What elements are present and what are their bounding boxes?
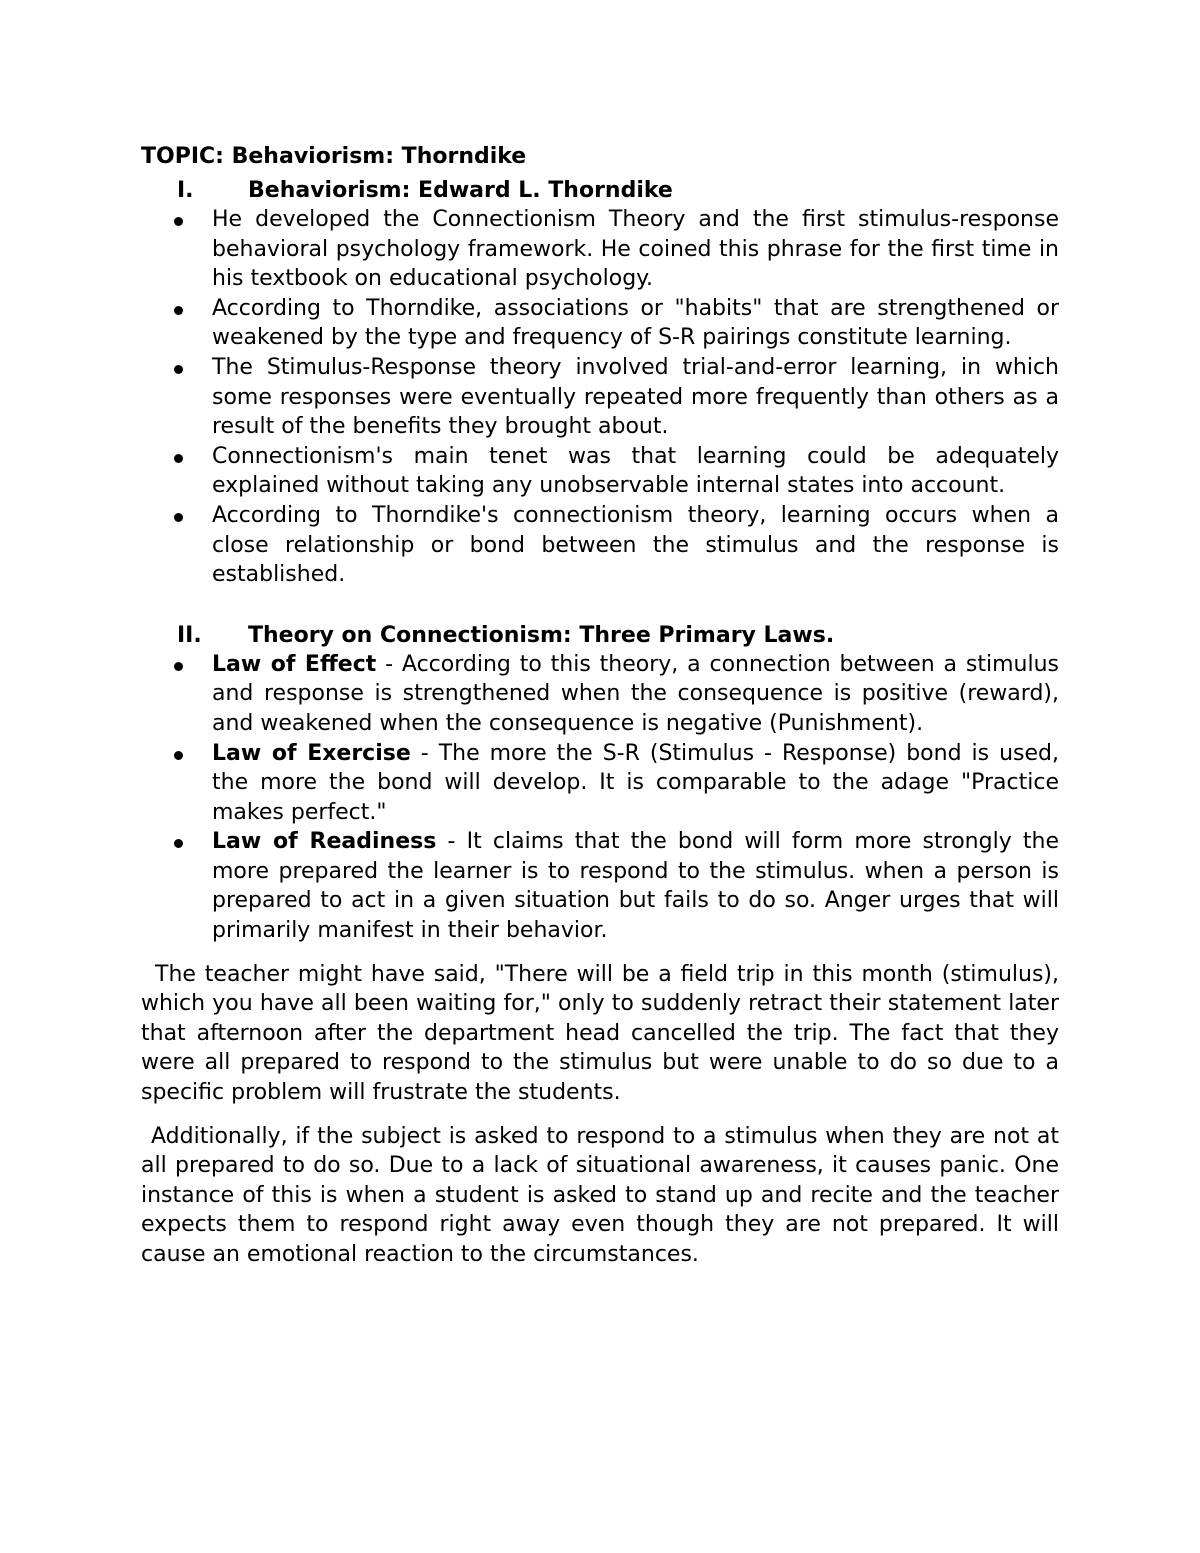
law-item-effect xyxy=(141,650,1059,739)
law-description: - It claims that the bond will form more strongly the more prepared the learner is to respond to the stimulus. when a person is prepared to act in a given situation but fails to do so. Anger urges that will primarily manifest in their behavior. xyxy=(212,829,1059,944)
section-three-primary-laws xyxy=(141,621,1059,946)
law-name: Law of Exercise xyxy=(212,740,411,766)
document-title: TOPIC: Behaviorism: Thorndike xyxy=(141,144,527,169)
law-item-readiness xyxy=(141,827,1059,945)
law-name: Law of Effect xyxy=(212,651,377,677)
bullet-icon xyxy=(174,662,183,671)
body-paragraph: Additionally, if the subject is asked to respond to a stimulus when they are not at all prepared to do so. Due to a lack of situational awareness, it causes panic. One instance of this is when a student is asked to stand up and recite and the teacher expects them to respond right away even though they are not prepared. It will cause an emotional reaction to the circumstances. xyxy=(141,1123,1059,1267)
law-description: - According to this theory, a connection between a stimulus and response is strengthened when the consequence is positive (reward), and weakened when the consequence is negative (Punishment). xyxy=(212,651,1059,736)
law-name: Law of Readiness xyxy=(212,829,437,855)
section-heading-text: Behaviorism: Edward L. Thorndike xyxy=(248,178,673,203)
section-numeral: I. xyxy=(177,178,194,203)
list-item xyxy=(141,501,1059,590)
bullet-icon xyxy=(174,751,183,760)
bullet-list xyxy=(141,205,1059,590)
list-item-text: He developed the Connectionism Theory and the first stimulus-response behavioral psychology framework. He coined this phrase for the first time in his textbook on educational psychology. xyxy=(212,207,1059,292)
section-heading xyxy=(141,621,1059,650)
bullet-icon xyxy=(174,839,183,848)
section-heading xyxy=(141,176,1059,205)
law-item-exercise xyxy=(141,739,1059,828)
section-behaviorism-thorndike xyxy=(141,176,1059,590)
bullet-icon xyxy=(174,513,183,522)
section-numeral: II. xyxy=(177,622,202,648)
list-item-text: The Stimulus-Response theory involved trial-and-error learning, in which some responses were eventually repeated more frequently than others as a result of the benefits they brought about. xyxy=(212,354,1059,440)
list-item xyxy=(141,294,1059,353)
bullet-icon xyxy=(174,306,183,315)
list-item xyxy=(141,353,1059,442)
list-item-text: Connectionism's main tenet was that learning could be adequately explained without taking any unobservable internal states into account. xyxy=(212,443,1059,499)
bullet-icon xyxy=(174,217,183,226)
list-item xyxy=(141,205,1059,294)
law-list xyxy=(141,650,1059,946)
list-item-text: According to Thorndike, associations or "habits" that are strengthened or weakened by the type and frequency of S-R pairings constitute learning. xyxy=(212,295,1059,351)
section-heading-text: Theory on Connectionism: Three Primary Laws. xyxy=(248,622,835,648)
bullet-icon xyxy=(174,454,183,463)
bullet-icon xyxy=(174,365,183,374)
law-description: - The more the S-R (Stimulus - Response) bond is used, the more the bond will develop. It is comparable to the adage "Practice makes perfect." xyxy=(212,740,1059,825)
list-item-text: According to Thorndike's connectionism theory, learning occurs when a close relationship or bond between the stimulus and the response is established. xyxy=(212,502,1059,588)
body-paragraph: The teacher might have said, "There will be a field trip in this month (stimulus), which you have all been waiting for," only to suddenly retract their statement later that afternoon after the department head cancelled the trip. The fact that they were all prepared to respond to the stimulus but were unable to do so due to a specific problem will frustrate the students. xyxy=(141,961,1059,1106)
list-item xyxy=(141,442,1059,501)
